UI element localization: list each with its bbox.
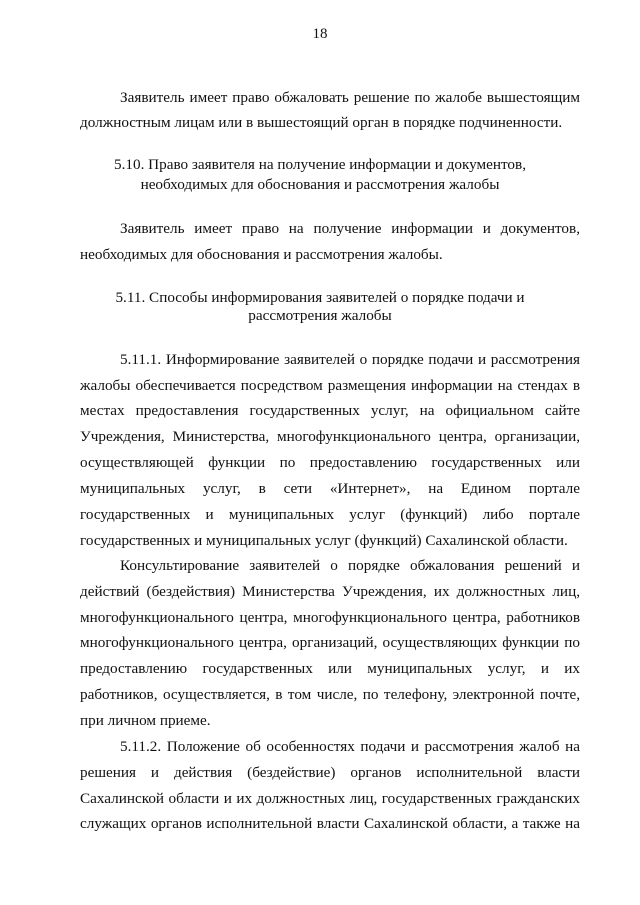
paragraph-line: государственных и муниципальных услуг (функций) Сахалинской области. xyxy=(80,532,568,549)
paragraph-line: при личном приеме. xyxy=(80,712,211,729)
paragraph-line: Заявитель имеет право на получение информации и документов, xyxy=(120,220,580,237)
paragraph-line: Консультирование заявителей о порядке обжалования решений и xyxy=(120,557,580,574)
page-number: 18 xyxy=(312,26,328,42)
paragraph-line: многофункционального центра, многофункционального центра, работников xyxy=(80,609,580,626)
paragraph-line: местах предоставления государственных услуг, на официальном сайте xyxy=(80,402,580,419)
section-heading-line: необходимых для обоснования и рассмотрения жалобы xyxy=(140,176,500,193)
paragraph-line: 5.11.2. Положение об особенностях подачи и рассмотрения жалоб на xyxy=(120,738,580,755)
section-heading-line: 5.11. Способы информирования заявителей о порядке подачи и xyxy=(115,289,525,306)
paragraph-line: 5.11.1. Информирование заявителей о порядке подачи и рассмотрения xyxy=(120,351,580,368)
paragraph-line: работников, осуществляется, в том числе, по телефону, электронной почте, xyxy=(80,686,580,703)
paragraph-line: Сахалинской области и их должностных лиц, государственных гражданских xyxy=(80,790,580,807)
paragraph-line: решения и действия (бездействие) органов исполнительной власти xyxy=(80,764,580,781)
section-heading-line: 5.10. Право заявителя на получение информации и документов, xyxy=(114,156,526,173)
section-heading-line: рассмотрения жалобы xyxy=(248,307,392,324)
paragraph-line: многофункционального центра, организаций, осуществляющих функции по xyxy=(80,634,580,651)
paragraph-line: Учреждения, Министерства, многофункционального центра, организации, xyxy=(80,428,580,445)
paragraph-line: муниципальных услуг, в сети «Интернет», на Едином портале xyxy=(80,480,580,497)
paragraph-line: служащих органов исполнительной власти Сахалинской области, а также на xyxy=(80,815,580,832)
paragraph-line: должностным лицам или в вышестоящий орган в порядке подчиненности. xyxy=(80,114,563,131)
paragraph-line: предоставлению государственных или муниципальных услуг, и их xyxy=(80,660,580,677)
paragraph-line: осуществляющей функции по предоставлению государственных или xyxy=(80,454,580,471)
paragraph-line: необходимых для обоснования и рассмотрения жалобы. xyxy=(80,246,443,263)
paragraph-line: Заявитель имеет право обжаловать решение по жалобе вышестоящим xyxy=(120,89,580,106)
paragraph-line: государственных и муниципальных услуг (функций) либо портале xyxy=(80,506,580,523)
paragraph-line: действий (бездействия) Министерства Учреждения, их должностных лиц, xyxy=(80,583,580,600)
paragraph-line: жалобы обеспечивается посредством размещения информации на стендах в xyxy=(80,377,580,394)
